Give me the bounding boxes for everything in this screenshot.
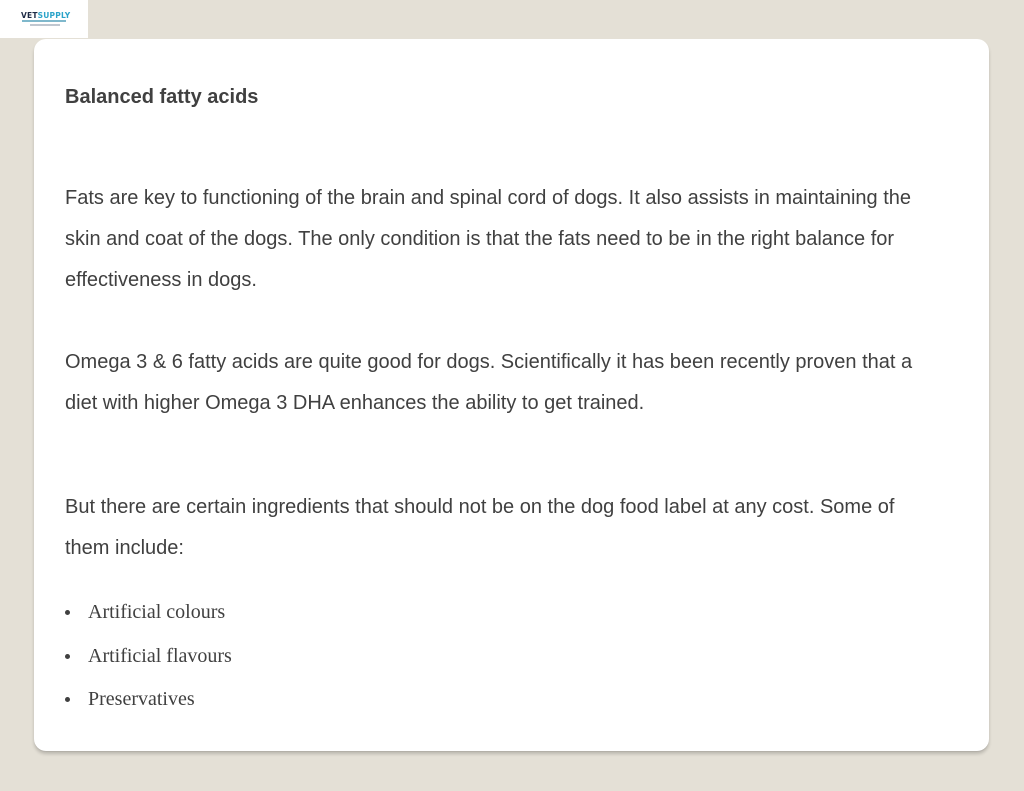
list-item bbox=[65, 597, 232, 641]
vetsupply-logo bbox=[0, 0, 88, 38]
list-item-text: Artificial colours bbox=[88, 601, 226, 623]
list-item bbox=[65, 641, 232, 685]
ingredient-list bbox=[65, 597, 232, 728]
paragraph-fats: Fats are key to functioning of the brain and spinal cord of dogs. It also assists in maintaining the skin and coat of the dogs. The only condition is that the fats need to be in the right balance for effectiveness in dogs. bbox=[65, 187, 912, 291]
list-item bbox=[65, 684, 232, 728]
logo-subtext-mark bbox=[30, 24, 60, 26]
bullet-icon bbox=[65, 697, 70, 702]
list-item-text: Preservatives bbox=[88, 688, 195, 710]
bullet-icon bbox=[65, 654, 70, 659]
logo-tagline-mark bbox=[22, 20, 66, 22]
section-heading: Balanced fatty acids bbox=[65, 86, 259, 108]
logo-text-supply: SUPPLY bbox=[37, 11, 71, 20]
list-item-text: Artificial flavours bbox=[88, 644, 232, 667]
logo-text-vet: VET bbox=[21, 11, 38, 20]
bullet-icon bbox=[65, 610, 70, 615]
paragraph-ingredients: But there are certain ingredients that should not be on the dog food label at any cost. Some of them include: bbox=[65, 496, 895, 559]
logo-wordmark bbox=[21, 12, 70, 20]
paragraph-omega: Omega 3 & 6 fatty acids are quite good for dogs. Scientifically it has been recently proven that a diet with higher Omega 3 DHA enhances the ability to get trained. bbox=[65, 351, 913, 414]
